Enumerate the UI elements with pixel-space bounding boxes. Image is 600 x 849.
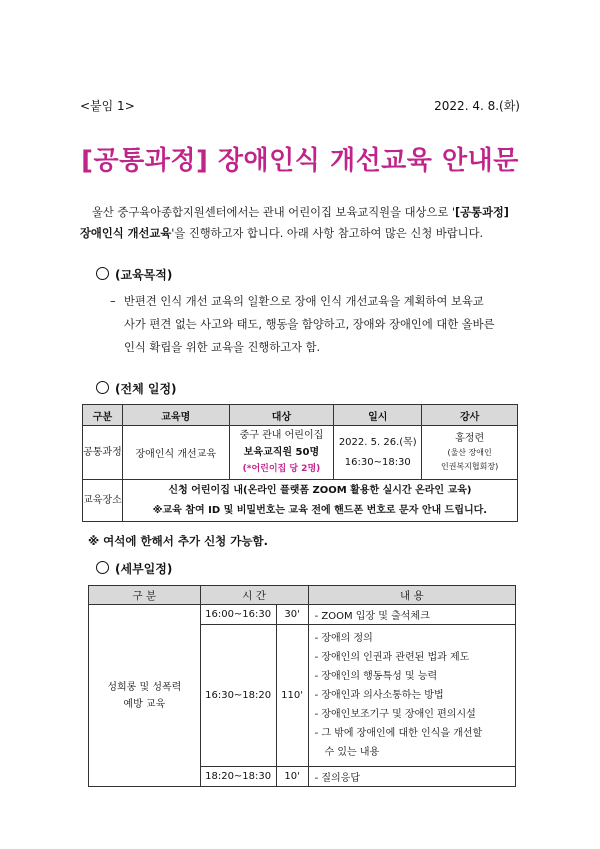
intro-paragraph — [80, 202, 520, 244]
detail-heading — [96, 560, 172, 577]
list-item: - 장애인의 행동특성 및 능력 — [314, 671, 438, 682]
detail-schedule-table — [88, 585, 516, 787]
purpose-line-1: – 반편견 인식 개선 교육의 일환으로 장애 인식 개선교육을 계획하여 보육교 — [110, 295, 484, 308]
purpose-line-3: 인식 확립을 위한 교육을 진행하고자 함. — [124, 341, 321, 354]
attachment-label: <붙임 1> — [80, 99, 135, 113]
circle-bullet-icon — [96, 561, 109, 574]
list-item: - 그 밖에 장애인에 대한 인식을 개선할 — [314, 728, 483, 739]
detail-time: 16:00~16:30 — [200, 605, 276, 625]
circle-bullet-icon — [96, 381, 109, 394]
header-lecturer: 강사 — [422, 405, 518, 426]
document-date: 2022. 4. 8.(화) — [434, 99, 520, 113]
header-category: 구분 — [83, 405, 123, 426]
purpose-heading — [96, 266, 172, 283]
cell-name: 장애인식 개선교육 — [122, 426, 229, 480]
detail-duration: 110' — [276, 625, 308, 767]
table-row — [83, 480, 518, 522]
cell-datetime: 2022. 5. 26.(목) 16:30~18:30 — [334, 426, 422, 480]
cell-category: 공통과정 — [83, 426, 123, 480]
list-item: - 장애인과 의사소통하는 방법 — [314, 690, 444, 701]
detail-header-content: 내 용 — [308, 586, 515, 605]
table-row — [89, 605, 516, 625]
cell-target: 중구 관내 어린이집 보육교직원 50명 (*어린이집 당 2명) — [229, 426, 334, 480]
intro-text-1: 울산 중구육아종합지원센터에서는 관내 어린이집 보육교직원을 대상으로 ' — [92, 206, 455, 219]
overall-heading — [96, 380, 177, 397]
list-item: - 장애의 정의 — [314, 633, 373, 644]
overall-heading-text: (전체 일정) — [115, 382, 177, 396]
document-title: [공통과정] 장애인식 개선교육 안내문 — [81, 146, 519, 176]
cell-place-label: 교육장소 — [83, 480, 123, 522]
table-row — [83, 426, 518, 480]
header-target: 대상 — [229, 405, 334, 426]
detail-header-time: 시 간 — [200, 586, 308, 605]
detail-content: - 질의응답 — [308, 767, 515, 787]
table-header-row — [83, 405, 518, 426]
detail-duration: 10' — [276, 767, 308, 787]
detail-header-category: 구 분 — [89, 586, 201, 605]
detail-time: 16:30~18:20 — [200, 625, 276, 767]
detail-time: 18:20~18:30 — [200, 767, 276, 787]
detail-content: - ZOOM 입장 및 출석체크 — [308, 605, 515, 625]
table-header-row — [89, 586, 516, 605]
detail-content-list — [308, 625, 515, 767]
additional-note: ※ 여석에 한해서 추가 신청 가능함. — [88, 534, 268, 548]
detail-heading-text: (세부일정) — [115, 562, 173, 576]
detail-duration: 30' — [276, 605, 308, 625]
list-item: - 장애인보조기구 및 장애인 편의시설 — [314, 709, 476, 720]
purpose-heading-text: (교육목적) — [115, 268, 173, 282]
cell-place-value: 신청 어린이집 내(온라인 플랫폼 ZOOM 활용한 실시간 온라인 교육) ※교육 참여 ID 및 비밀번호는 교육 전에 핸드폰 번호로 문자 안내 드립니다. — [122, 480, 517, 522]
intro-text-2: '을 진행하고자 합니다. 아래 사항 참고하여 많은 신청 바랍니다. — [171, 227, 484, 240]
list-item: - 장애인의 인권과 관련된 법과 제도 — [314, 652, 470, 663]
purpose-body — [110, 290, 520, 359]
overall-schedule-table — [82, 404, 518, 522]
circle-bullet-icon — [96, 267, 109, 280]
header-datetime: 일시 — [334, 405, 422, 426]
detail-category-cell: 성희롱 및 성폭력 예방 교육 — [89, 605, 201, 787]
list-item: 수 있는 내용 — [324, 747, 380, 758]
cell-lecturer: 홍정련 (울산 장애인 인권복지협회장) — [422, 426, 518, 480]
intro-bold-course: [공통과정] 장애인식 개선교육 — [80, 206, 509, 240]
purpose-line-2: 사가 편견 없는 사고와 태도, 행동을 함양하고, 장애와 장애인에 대한 올바른 — [124, 318, 495, 331]
header-name: 교육명 — [122, 405, 229, 426]
